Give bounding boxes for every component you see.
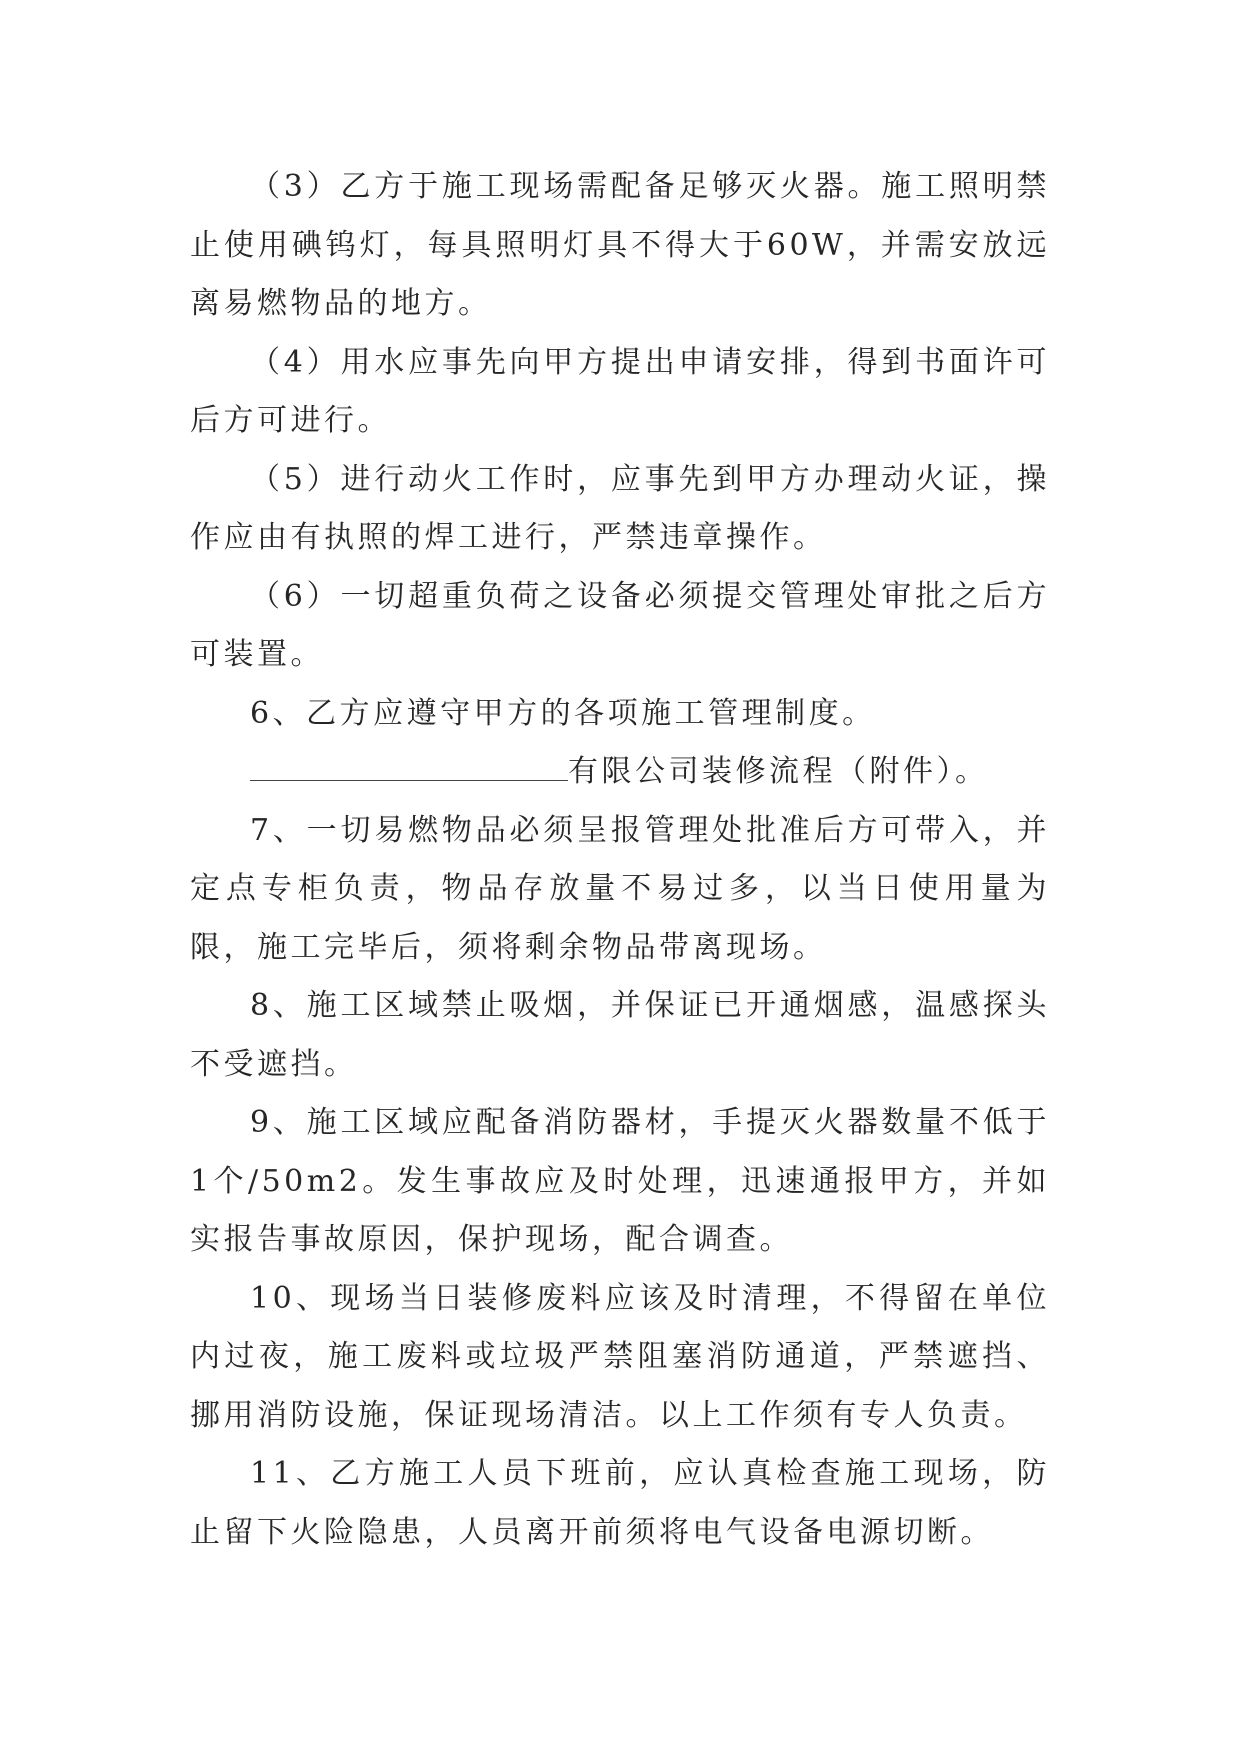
document-page: [190, 158, 1050, 1562]
clause-9-paragraph: 9、施工区域应配备消防器材，手提灭火器数量不低于1个/50m2。发生事故应及时处理，迅速通报甲方，并如实报告事故原因，保护现场，配合调查。: [190, 1105, 1050, 1257]
attachment-line: [190, 743, 1050, 802]
clause-6-sub-paragraph: （6）一切超重负荷之设备必须提交管理处审批之后方可装置。: [190, 578, 1050, 672]
clause-8-paragraph: 8、施工区域禁止吸烟，并保证已开通烟感，温感探头不受遮挡。: [190, 988, 1050, 1082]
clause-11-paragraph: 11、乙方施工人员下班前，应认真检查施工现场，防止留下火险隐患，人员离开前须将电气设备电源切断。: [190, 1456, 1050, 1550]
clause-4-paragraph: （4）用水应事先向甲方提出申请安排，得到书面许可后方可进行。: [190, 344, 1050, 438]
clause-7-paragraph: 7、一切易燃物品必须呈报管理处批准后方可带入，并定点专柜负责，物品存放量不易过多，以当日使用量为限，施工完毕后，须将剩余物品带离现场。: [190, 812, 1050, 965]
clause-3-paragraph: （3）乙方于施工现场需配备足够灭火器。施工照明禁止使用碘钨灯，每具照明灯具不得大于60W，并需安放远离易燃物品的地方。: [190, 169, 1050, 321]
attachment-text: 有限公司装修流程（附件）。: [568, 754, 989, 789]
company-name-blank: [250, 744, 568, 781]
clause-5-paragraph: （5）进行动火工作时，应事先到甲方办理动火证，操作应由有执照的焊工进行，严禁违章操作。: [190, 461, 1050, 555]
clause-6-paragraph: 6、乙方应遵守甲方的各项施工管理制度。: [250, 695, 876, 731]
clause-10-paragraph: 10、现场当日装修废料应该及时清理，不得留在单位内过夜，施工废料或垃圾严禁阻塞消防通道，严禁遮挡、挪用消防设施，保证现场清洁。以上工作须有专人负责。: [190, 1280, 1050, 1433]
